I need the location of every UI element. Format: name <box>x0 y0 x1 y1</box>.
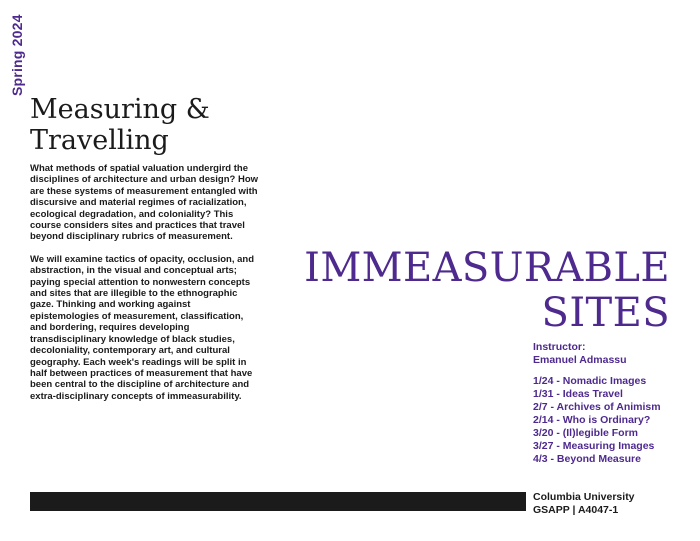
schedule-item: 1/24 - Nomadic Images <box>533 375 647 387</box>
semester-label: Spring 2024 <box>9 14 25 96</box>
course-title-line-1: Measuring & <box>30 94 210 125</box>
schedule-item: 4/3 - Beyond Measure <box>533 453 641 465</box>
hero-title-line-1: IMMEASURABLE <box>304 245 670 291</box>
course-description <box>30 163 262 413</box>
schedule-item: 3/20 - (Il)legible Form <box>533 427 639 439</box>
instructor-label: Instructor: <box>533 341 586 353</box>
institution-block <box>533 491 635 516</box>
description-paragraph-2: We will examine tactics of opacity, occlusion, and abstraction, in the visual and conceptual arts; paying special attention to nonwestern concepts and sites that are illegible to the ethnographic gaze. Thinking and working against epistemologies of measurement, classification, and bordering, requires developing transdisciplinary knowledge of black studies, decoloniality, contemporary art, and cultural geography. Each week's readings will be split in half between practices of measurement that have been central to the discipline of architecture and extra-disciplinary concepts of immeasurability. <box>30 253 255 402</box>
hero-title <box>304 246 670 336</box>
schedule-item: 3/27 - Measuring Images <box>533 440 655 452</box>
schedule-item: 2/14 - Who is Ordinary? <box>533 414 651 426</box>
footer-bar <box>30 492 526 511</box>
instructor-name: Emanuel Admassu <box>533 354 627 366</box>
course-title <box>30 94 210 156</box>
schedule-list <box>533 375 661 466</box>
instructor-block <box>533 341 627 367</box>
schedule-item: 1/31 - Ideas Travel <box>533 388 623 400</box>
institution-name: Columbia University <box>533 491 635 503</box>
course-code: GSAPP | A4047-1 <box>533 503 619 516</box>
hero-title-line-2: SITES <box>541 290 670 336</box>
description-paragraph-1: What methods of spatial valuation undergird the disciplines of architecture and urban design? How are these systems of measurement entangled with discursive and material regimes of racialization, ecological degradation, and coloniality? This course considers sites and practices that travel beyond disciplinary rubrics of measurement. <box>30 163 259 243</box>
course-title-line-2: Travelling <box>30 125 169 156</box>
schedule-item: 2/7 - Archives of Animism <box>533 401 661 413</box>
